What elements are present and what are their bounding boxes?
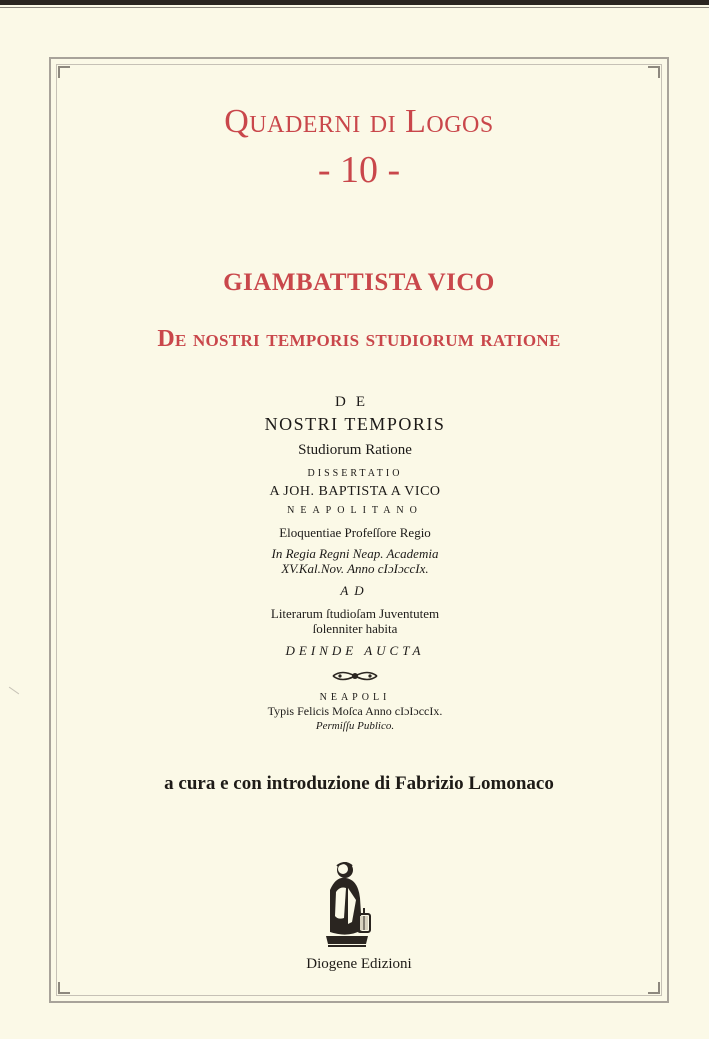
book-title: De nostri temporis studiorum ratione bbox=[157, 326, 561, 352]
facsimile-line: NOSTRI TEMPORIS bbox=[264, 414, 446, 434]
top-edge-hairline bbox=[0, 7, 709, 8]
facsimile-line: NEAPOLI bbox=[319, 692, 391, 703]
facsimile-line: Typis Felicis Moſca Anno cIɔIɔccIx. bbox=[267, 704, 443, 718]
fleuron-ornament-icon bbox=[330, 668, 380, 684]
facsimile-line: DISSERTATIO bbox=[307, 468, 403, 479]
facsimile-line: ſolenniter habita bbox=[312, 621, 398, 636]
facsimile-line: A JOH. BAPTISTA A VICO bbox=[269, 484, 441, 499]
facsimile-line: Studiorum Ratione bbox=[298, 442, 412, 458]
frame-corner-top-left bbox=[58, 66, 70, 78]
editor-credit: a cura e con introduzione di Fabrizio Lomonaco bbox=[164, 773, 554, 794]
series-title: Quaderni di Logos bbox=[224, 103, 494, 140]
facsimile-line: AD bbox=[340, 583, 370, 598]
author-name: GIAMBATTISTA VICO bbox=[223, 269, 495, 296]
facsimile-line: DE bbox=[335, 394, 375, 410]
facsimile-line: DEINDE AUCTA bbox=[285, 643, 425, 658]
facsimile-line: Eloquentiae Profeſſore Regio bbox=[279, 525, 431, 540]
frame-corner-top-right bbox=[648, 66, 660, 78]
facsimile-line: In Regia Regni Neap. Academia bbox=[271, 546, 439, 561]
margin-mark bbox=[9, 687, 19, 695]
series-number: - 10 - bbox=[317, 149, 401, 191]
publisher-name: Diogene Edizioni bbox=[306, 956, 412, 972]
facsimile-line: Permiſſu Publico. bbox=[315, 720, 395, 732]
facsimile-line: Literarum ſtudioſam Juventutem bbox=[270, 606, 440, 621]
frame-corner-bottom-right bbox=[648, 982, 660, 994]
frame-corner-bottom-left bbox=[58, 982, 70, 994]
facsimile-line: XV.Kal.Nov. Anno cIɔIɔccIx. bbox=[281, 561, 429, 576]
facsimile-line: NEAPOLITANO bbox=[287, 505, 423, 516]
diogenes-lantern-logo-icon bbox=[318, 858, 374, 950]
top-edge-line bbox=[0, 0, 709, 5]
